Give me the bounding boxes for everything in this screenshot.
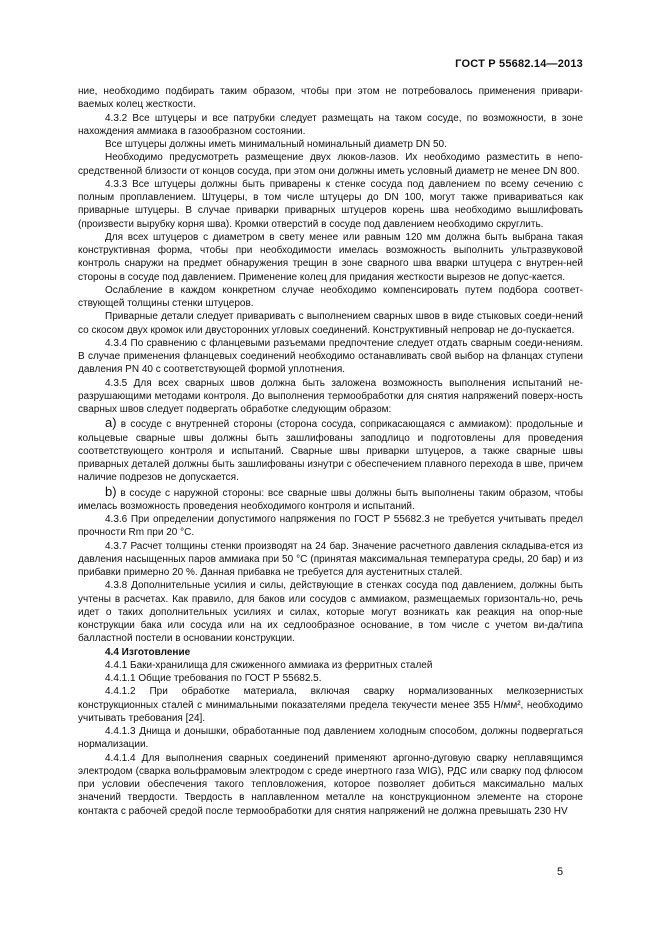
paragraph: 4.4.1.1 Общие требования по ГОСТ Р 55682.5. <box>105 673 322 684</box>
paragraph: 4.3.2 Все штуцеры и все патрубки следует размещать на таком сосуде, по возможности, в зоне нахождения аммиака в газообразном состоянии. <box>78 112 583 137</box>
paragraph: Ослабление в каждом конкретном случае необходимо компенсировать путем подбора соответ-ствующей толщины стенки штуцеров. <box>78 284 583 309</box>
paragraph: 4.4.1 Баки-хранилища для сжиженного аммиака из ферритных сталей <box>105 659 433 671</box>
paragraph: ние, необходимо подбирать таким образом, чтобы при этом не потребовалось применения привари-ваемых колец жесткости. <box>78 86 583 111</box>
paragraph: 4.3.8 Дополнительные усилия и силы, действующие в стенках сосуда под давлением, должны быть учтены в расчетах. Как правило, для баков или сосудов с аммиаком, размещаемых горизонталь-но, речь идет о таких дополнительных усилиях и силах, которые могут возникать как реакция на опор-ные конструкции бака или сосуда или на их седлообразное основание, в том числе с учетом ви-да/типа балластной постели в основании конструкции. <box>78 580 583 645</box>
paragraph: 4.3.4 По сравнению с фланцевыми разъемами предпочтение следует отдать сварным соеди-нениям. В случае применения фланцевых соединений необходимо останавливать свой выбор на фланцах ступени давления PN 40 с соответствующей формой уплотнения. <box>78 337 583 376</box>
paragraph: 4.4.1.2 При обработке материала, включая сварку нормализованных мелкозернистых конструкционных сталей с минимальными показателями предела текучести менее 355 Н/мм², необходимо учитывать требования [24]. <box>78 686 583 724</box>
paragraph: 4.3.6 При определении допустимого напряжения по ГОСТ Р 55682.3 не требуется учитывать предел прочности Rm при 20 °C. <box>78 514 583 539</box>
list-item-b <box>78 485 583 514</box>
paragraph: Необходимо предусмотреть размещение двух люков-лазов. Их необходимо разместить в непо-средственной близости от концов сосуда, при этом они должны иметь условный диаметр не менее DN 800. <box>78 152 583 177</box>
paragraph: 4.4.1.3 Днища и донышки, обработанные под давлением холодным способом, должны подвергаться нормализации. <box>78 726 583 751</box>
paragraph: 4.3.3 Все штуцеры должны быть приварены к стенке сосуда под давлением по всему сечению с полным проплавлением. Штуцеры, в том числе штуцеры до DN 100, могут также привариваться как приварные штуцеры. В случае приварки приварных штуцеров корень шва необходимо вышлифовать (произвести вырубку корня шва). Кромки отверстий в сосуде под давлением необходимо скруглить. <box>78 178 583 230</box>
paragraph: Все штуцеры должны иметь минимальный номинальный диаметр DN 50. <box>105 139 447 150</box>
paragraph: 4.4.1.4 Для выполнения сварных соединений применяют аргонно-дуговую сварку неплавящимся электродом (сварка вольфрамовым электродом с среде инертного газа WIG), РДС или сварку под флюсом при условии обеспечения такого тепловложения, которое позволяет добиться максимально малых значений твердости. Твердость в наплавленном металле на конструкционном элементе на стороне контакта с рабочей средой после термообработки для снятия напряжений не должна превышать 230 HV <box>78 752 583 817</box>
page-number: 5 <box>557 866 564 878</box>
document-body <box>78 85 583 818</box>
list-item-text: в сосуде с наружной стороны: все сварные швы должны быть выполнены таким образом, чтобы имелась возможность проведения необходимого контроля и испытаний. <box>78 487 584 512</box>
section-heading: 4.4 Изготовление <box>105 646 191 658</box>
list-item-text: в сосуде с внутренней стороны (сторона сосуда, соприкасающаяся с аммиаком): продольные и кольцевые сварные швы должны быть зашлифованы заподлицо и подготовлены для проведения соответствующего контроля и испытаний. Сварные швы приварки штуцеров, а также сварные швы приварных деталей должны быть зашлифованы изнутри с обеспечением плавного перехода в шве, причем наличие подрезов не допускается. <box>78 419 584 484</box>
paragraph: 4.3.5 Для всех сварных швов должна быть заложена возможность выполнения испытаний не-разрушающими методами контроля. До выполнения термообработки для снятия напряжений поверх-ность сварных швов следует подвергать обработке следующим образом: <box>78 377 583 415</box>
paragraph: 4.3.7 Расчет толщины стенки производят на 24 бар. Значение расчетного давления складыва-ется из давления насыщенных паров аммиака при 50 °C (принятая максимальная температура среды, 20 бар) и из прибавки примерно 20 %. Данная прибавка не требуется для аустенитных сталей. <box>78 540 583 578</box>
document-header: ГОСТ Р 55682.14—2013 <box>455 58 583 70</box>
list-marker: a) <box>105 415 117 431</box>
paragraph: Для всех штуцеров с диаметром в свету менее или равным 120 мм должна быть выбрана такая конструктивная форма, чтобы при необходимости имелась возможность выполнить ультразвуковой контроль снаружи на предмет обнаружения трещин в зоне сварного шва вварки штуцера с внутрен-ней стороны в сосуде под давлением. Применение колец для придания жесткости вырезов не допус-кается. <box>78 231 583 283</box>
list-marker: b) <box>105 483 117 499</box>
paragraph: Приварные детали следует приваривать с выполнением сварных швов в виде стыковых соеди-нений со скосом двух кромок или двусторонних угловых соединений. Конструктивный непровар не до-пускается. <box>78 311 583 336</box>
list-item-a <box>78 416 583 484</box>
